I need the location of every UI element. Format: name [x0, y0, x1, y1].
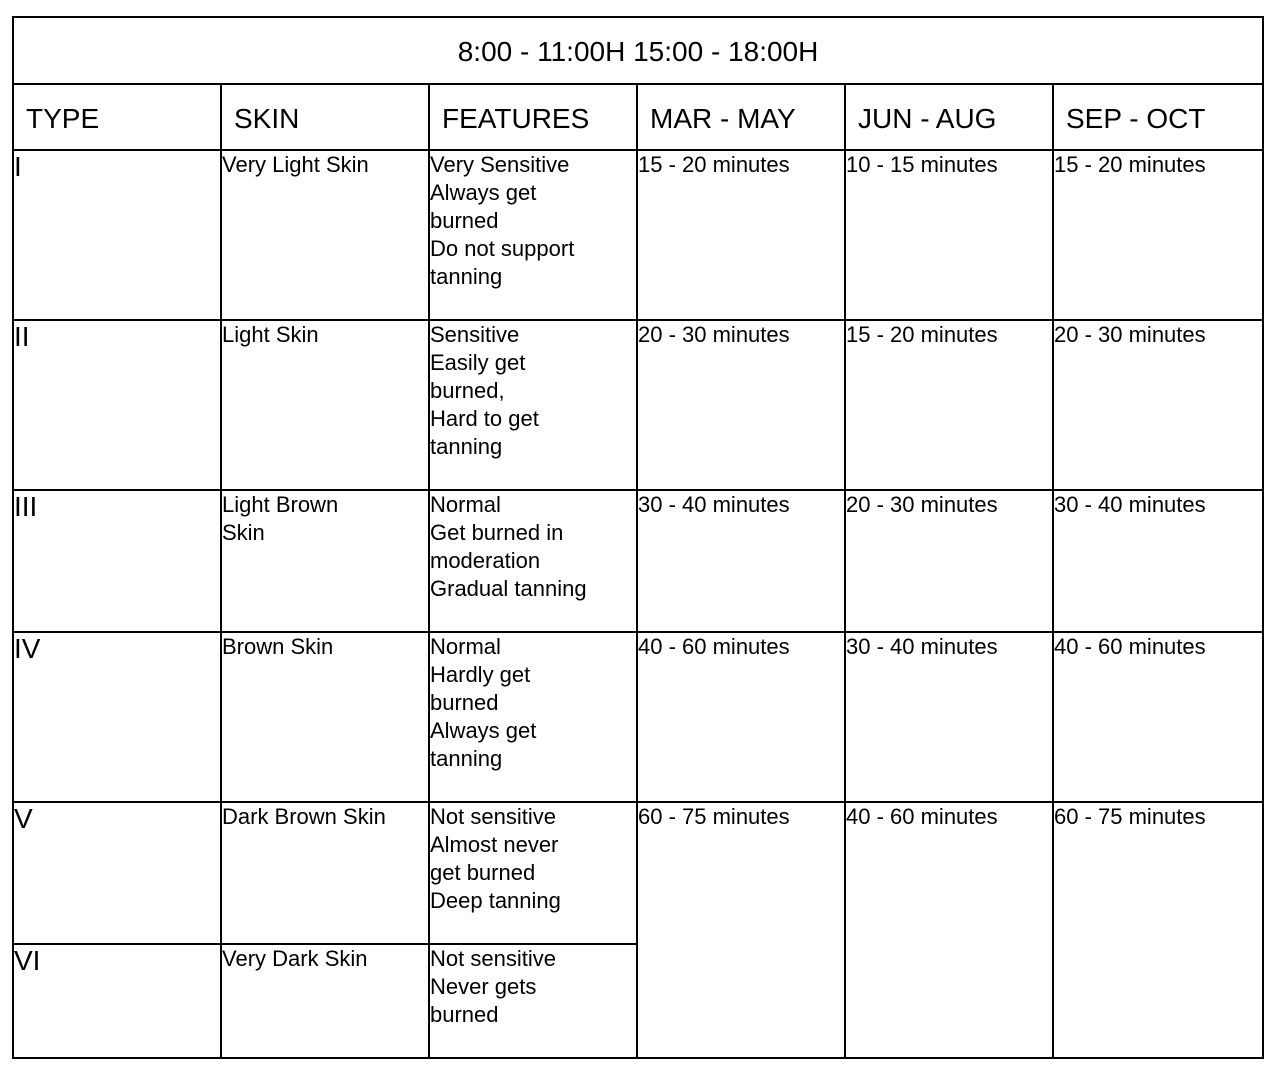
jun-aug-cell: 15 - 20 minutes: [845, 320, 1053, 490]
feature-line: Get burned in: [430, 520, 564, 545]
table-row: [13, 320, 1263, 490]
skin-cell: Dark Brown Skin: [221, 802, 429, 944]
header-mar-may: MAR - MAY: [637, 84, 845, 150]
feature-line: moderation: [430, 548, 541, 573]
sep-oct-cell: 40 - 60 minutes: [1053, 632, 1263, 802]
features-cell: [429, 490, 637, 632]
table-row: [13, 632, 1263, 802]
mar-may-cell: 60 - 75 minutes: [637, 802, 845, 1058]
features-cell: [429, 802, 637, 944]
sep-oct-cell: 60 - 75 minutes: [1053, 802, 1263, 1058]
type-cell: I: [13, 150, 221, 320]
features-cell: [429, 632, 637, 802]
feature-line: tanning: [430, 746, 503, 771]
header-sep-oct: SEP - OCT: [1053, 84, 1263, 150]
skin-cell: Light Skin: [221, 320, 429, 490]
skin-cell: Brown Skin: [221, 632, 429, 802]
feature-line: Almost never: [430, 832, 559, 857]
feature-line: get burned: [430, 860, 536, 885]
header-features: FEATURES: [429, 84, 637, 150]
feature-line: Deep tanning: [430, 888, 561, 913]
sun-exposure-table: [12, 16, 1264, 1059]
jun-aug-cell: 30 - 40 minutes: [845, 632, 1053, 802]
feature-line: Always get: [430, 718, 537, 743]
feature-line: Always get: [430, 180, 537, 205]
feature-line: Do not support: [430, 236, 575, 261]
type-cell: III: [13, 490, 221, 632]
sep-oct-cell: 30 - 40 minutes: [1053, 490, 1263, 632]
features-cell: [429, 150, 637, 320]
jun-aug-cell: 10 - 15 minutes: [845, 150, 1053, 320]
skin-cell: [221, 490, 429, 632]
skin-line: Light Brown: [222, 492, 339, 517]
feature-line: Hardly get: [430, 662, 531, 687]
feature-line: Gradual tanning: [430, 576, 587, 601]
sep-oct-cell: 20 - 30 minutes: [1053, 320, 1263, 490]
type-cell: VI: [13, 944, 221, 1058]
feature-line: Never gets: [430, 974, 537, 999]
sep-oct-cell: 15 - 20 minutes: [1053, 150, 1263, 320]
skin-cell: Very Dark Skin: [221, 944, 429, 1058]
title-row: [13, 17, 1263, 84]
feature-line: burned,: [430, 378, 505, 403]
feature-line: Easily get: [430, 350, 526, 375]
feature-line: Not sensitive: [430, 804, 556, 829]
type-cell: IV: [13, 632, 221, 802]
header-skin: SKIN: [221, 84, 429, 150]
feature-line: burned: [430, 208, 499, 233]
mar-may-cell: 20 - 30 minutes: [637, 320, 845, 490]
table-row: [13, 802, 1263, 944]
mar-may-cell: 40 - 60 minutes: [637, 632, 845, 802]
table-row: [13, 490, 1263, 632]
jun-aug-cell: 20 - 30 minutes: [845, 490, 1053, 632]
feature-line: burned: [430, 690, 499, 715]
features-cell: [429, 320, 637, 490]
table-row: [13, 150, 1263, 320]
feature-line: Very Sensitive: [430, 152, 570, 177]
mar-may-cell: 30 - 40 minutes: [637, 490, 845, 632]
type-cell: II: [13, 320, 221, 490]
table-title: 8:00 - 11:00H 15:00 - 18:00H: [13, 17, 1263, 84]
feature-line: burned: [430, 1002, 499, 1027]
header-type: TYPE: [13, 84, 221, 150]
skin-line: Skin: [222, 520, 265, 545]
features-cell: [429, 944, 637, 1058]
feature-line: Not sensitive: [430, 946, 556, 971]
feature-line: Sensitive: [430, 322, 520, 347]
feature-line: tanning: [430, 264, 503, 289]
skin-cell: Very Light Skin: [221, 150, 429, 320]
mar-may-cell: 15 - 20 minutes: [637, 150, 845, 320]
header-row: [13, 84, 1263, 150]
jun-aug-cell: 40 - 60 minutes: [845, 802, 1053, 1058]
feature-line: tanning: [430, 434, 503, 459]
feature-line: Hard to get: [430, 406, 539, 431]
header-jun-aug: JUN - AUG: [845, 84, 1053, 150]
feature-line: Normal: [430, 634, 501, 659]
feature-line: Normal: [430, 492, 501, 517]
type-cell: V: [13, 802, 221, 944]
